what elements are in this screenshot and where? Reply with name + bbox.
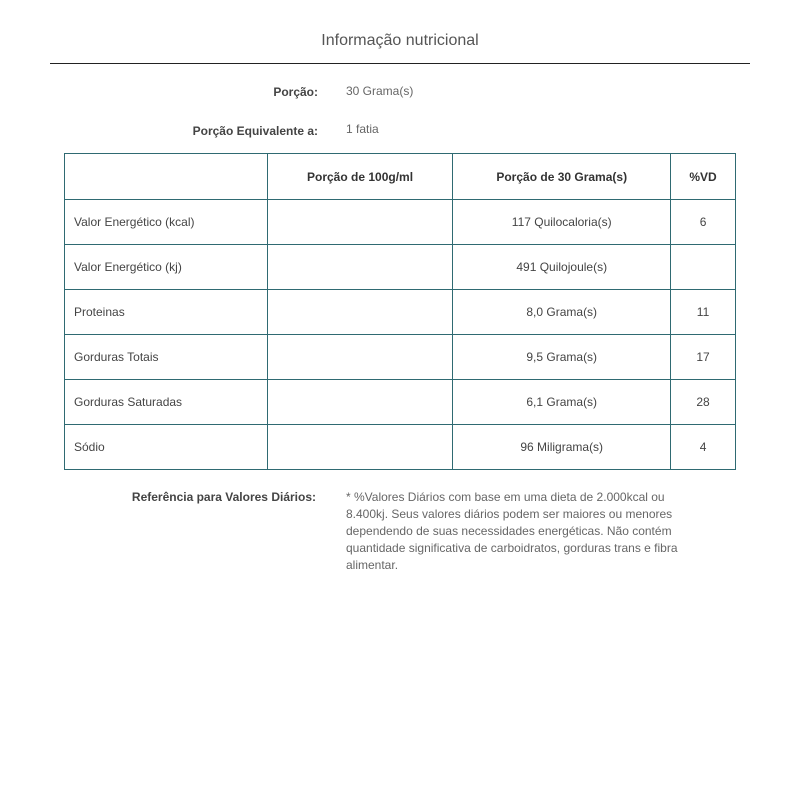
equivalent-value: 1 fatia [346,122,379,136]
per-100-value [267,290,453,335]
vd-value [671,245,736,290]
header-vd: %VD [671,154,736,200]
nutrient-name: Valor Energético (kj) [65,245,268,290]
vd-value: 6 [671,200,736,245]
nutrition-table [64,153,736,470]
nutrient-name: Sódio [65,425,268,470]
table-header-row [65,154,736,200]
header-per-serving: Porção de 30 Grama(s) [453,154,671,200]
table-row [65,425,736,470]
equivalent-label: Porção Equivalente a: [192,124,318,138]
serving-label: Porção: [273,85,318,99]
reference-text: * %Valores Diários com base em uma dieta de 2.000kcal ou 8.400kj. Seus valores diários podem ser maiores ou menores dependendo de suas necessidades energéticas. Não contém quantidade significativa de carboidratos, gorduras trans e fibra alimentar. [346,490,678,572]
table-row [65,245,736,290]
table-row [65,290,736,335]
nutrient-name: Valor Energético (kcal) [65,200,268,245]
per-100-value [267,380,453,425]
header-nutrient [65,154,268,200]
per-100-value [267,425,453,470]
table-row [65,335,736,380]
table-row [65,380,736,425]
vd-value: 11 [671,290,736,335]
vd-value: 17 [671,335,736,380]
vd-value: 28 [671,380,736,425]
title-divider [50,63,750,64]
nutrient-name: Proteinas [65,290,268,335]
nutrient-name: Gorduras Totais [65,335,268,380]
reference-label: Referência para Valores Diários: [131,490,316,504]
serving-value: 30 Grama(s) [346,84,414,98]
nutrient-name: Gorduras Saturadas [65,380,268,425]
per-serving-value: 96 Miligrama(s) [453,425,671,470]
per-100-value [267,245,453,290]
per-serving-value: 117 Quilocaloria(s) [453,200,671,245]
page-title: Informação nutricional [321,32,479,49]
per-serving-value: 9,5 Grama(s) [453,335,671,380]
per-100-value [267,200,453,245]
per-serving-value: 491 Quilojoule(s) [453,245,671,290]
per-100-value [267,335,453,380]
table-row [65,200,736,245]
per-serving-value: 8,0 Grama(s) [453,290,671,335]
vd-value: 4 [671,425,736,470]
per-serving-value: 6,1 Grama(s) [453,380,671,425]
header-per-100: Porção de 100g/ml [267,154,453,200]
